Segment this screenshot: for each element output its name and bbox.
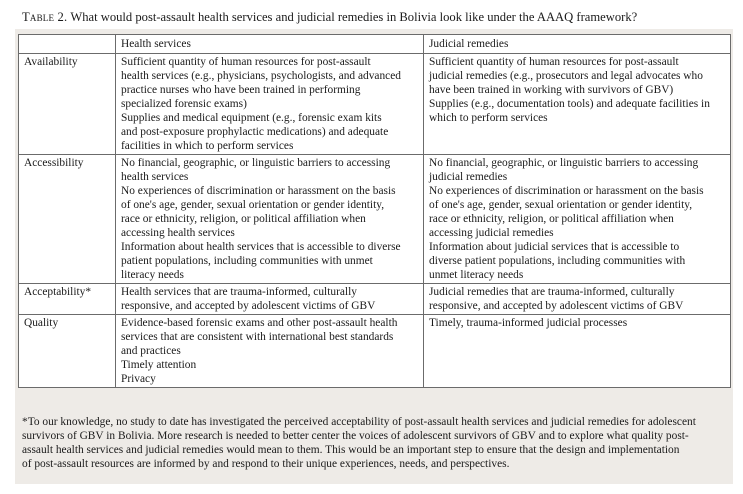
table-row — [19, 54, 731, 155]
health-services-cell — [116, 54, 424, 155]
cell-text-line: No financial, geographic, or linguistic barriers to accessing — [121, 157, 391, 169]
caption-label: Table 2. — [22, 10, 68, 24]
cell-text-line: No financial, geographic, or linguistic barriers to accessing — [429, 157, 699, 169]
cell-text-line: judicial remedies (e.g., prosecutors and legal advocates who — [429, 70, 703, 82]
cell-text-line: specialized forensic exams) — [121, 98, 247, 110]
cell-text-line: Privacy — [121, 373, 156, 385]
cell-text-line: Information about health services that is accessible to diverse — [121, 241, 401, 253]
cell-text-line: diverse patient populations, including communities with — [429, 255, 686, 267]
table-header-row — [19, 35, 731, 54]
table-row — [19, 284, 731, 315]
cell-text-line: Timely, trauma-informed judicial processes — [429, 317, 628, 329]
table-row — [19, 155, 731, 284]
cell-text-line: Judicial remedies that are trauma-informed, culturally — [429, 286, 675, 298]
row-label: Accessibility — [19, 155, 116, 284]
cell-text-line: practice nurses who have been trained in performing — [121, 84, 361, 96]
cell-text-line: Information about judicial services that is accessible to — [429, 241, 680, 253]
cell-text-line: and post-exposure prophylactic medications) and adequate — [121, 126, 389, 138]
header-empty — [19, 35, 116, 54]
cell-text-line: race or ethnicity, religion, or political affiliation when — [429, 213, 674, 225]
judicial-remedies-cell — [424, 315, 731, 388]
cell-text-line: facilities in which to perform services — [121, 140, 294, 152]
cell-text-line: Supplies and medical equipment (e.g., forensic exam kits — [121, 112, 382, 124]
table-footnote — [22, 415, 730, 471]
cell-text-line: patient populations, including communities with unmet — [121, 255, 373, 267]
judicial-remedies-cell — [424, 284, 731, 315]
table-caption — [22, 9, 734, 25]
cell-text-line: accessing judicial remedies — [429, 227, 554, 239]
health-services-cell — [116, 284, 424, 315]
health-services-cell — [116, 315, 424, 388]
cell-text-line: judicial remedies — [429, 171, 508, 183]
cell-text-line: No experiences of discrimination or harassment on the basis — [429, 185, 704, 197]
cell-text-line: health services (e.g., physicians, psychologists, and advanced — [121, 70, 401, 82]
cell-text-line: race or ethnicity, religion, or political affiliation when — [121, 213, 366, 225]
cell-text-line: literacy needs — [121, 269, 184, 281]
cell-text-line: have been trained in working with survivors of GBV) — [429, 84, 674, 96]
row-label: Availability — [19, 54, 116, 155]
cell-text-line: Supplies (e.g., documentation tools) and adequate facilities in — [429, 98, 710, 110]
caption-text: What would post-assault health services and judicial remedies in Bolivia look like under the AAAQ framework? — [70, 10, 638, 24]
cell-text-line: services that are consistent with international best standards — [121, 331, 394, 343]
cell-text-line: unmet literacy needs — [429, 269, 524, 281]
cell-text-line: and practices — [121, 345, 181, 357]
cell-text-line: Health services that are trauma-informed, culturally — [121, 286, 357, 298]
cell-text-line: Evidence-based forensic exams and other post-assault health — [121, 317, 398, 329]
health-services-cell — [116, 155, 424, 284]
judicial-remedies-cell — [424, 155, 731, 284]
cell-text-line: responsive, and accepted by adolescent victims of GBV — [429, 300, 684, 312]
cell-text-line: Sufficient quantity of human resources for post-assault — [429, 56, 679, 68]
aaaq-table — [18, 34, 731, 388]
cell-text-line: No experiences of discrimination or harassment on the basis — [121, 185, 396, 197]
cell-text-line: of one's age, gender, sexual orientation or gender identity, — [121, 199, 385, 211]
footnote-line: of post-assault resources are informed by and respond to their unique experiences, needs, and perspectives. — [22, 458, 510, 470]
cell-text-line: health services — [121, 171, 189, 183]
table-row — [19, 315, 731, 388]
row-label: Acceptability* — [19, 284, 116, 315]
header-judicial-remedies: Judicial remedies — [424, 35, 731, 54]
footnote-line: *To our knowledge, no study to date has investigated the perceived acceptability of post-assault health services and judicial remedies for adolescent — [22, 416, 696, 428]
cell-text-line: of one's age, gender, sexual orientation or gender identity, — [429, 199, 693, 211]
cell-text-line: Timely attention — [121, 359, 197, 371]
row-label: Quality — [19, 315, 116, 388]
cell-text-line: accessing health services — [121, 227, 235, 239]
cell-text-line: Sufficient quantity of human resources for post-assault — [121, 56, 371, 68]
cell-text-line: responsive, and accepted by adolescent victims of GBV — [121, 300, 376, 312]
judicial-remedies-cell — [424, 54, 731, 155]
footnote-line: assault health services and judicial remedies would mean to them. This would be an important step to ensure that the design and implementation — [22, 444, 680, 456]
cell-text-line: which to perform services — [429, 112, 548, 124]
header-health-services: Health services — [116, 35, 424, 54]
footnote-line: survivors of GBV in Bolivia. More research is needed to better center the voices of adolescent survivors of GBV and to explore what quality post- — [22, 430, 689, 442]
